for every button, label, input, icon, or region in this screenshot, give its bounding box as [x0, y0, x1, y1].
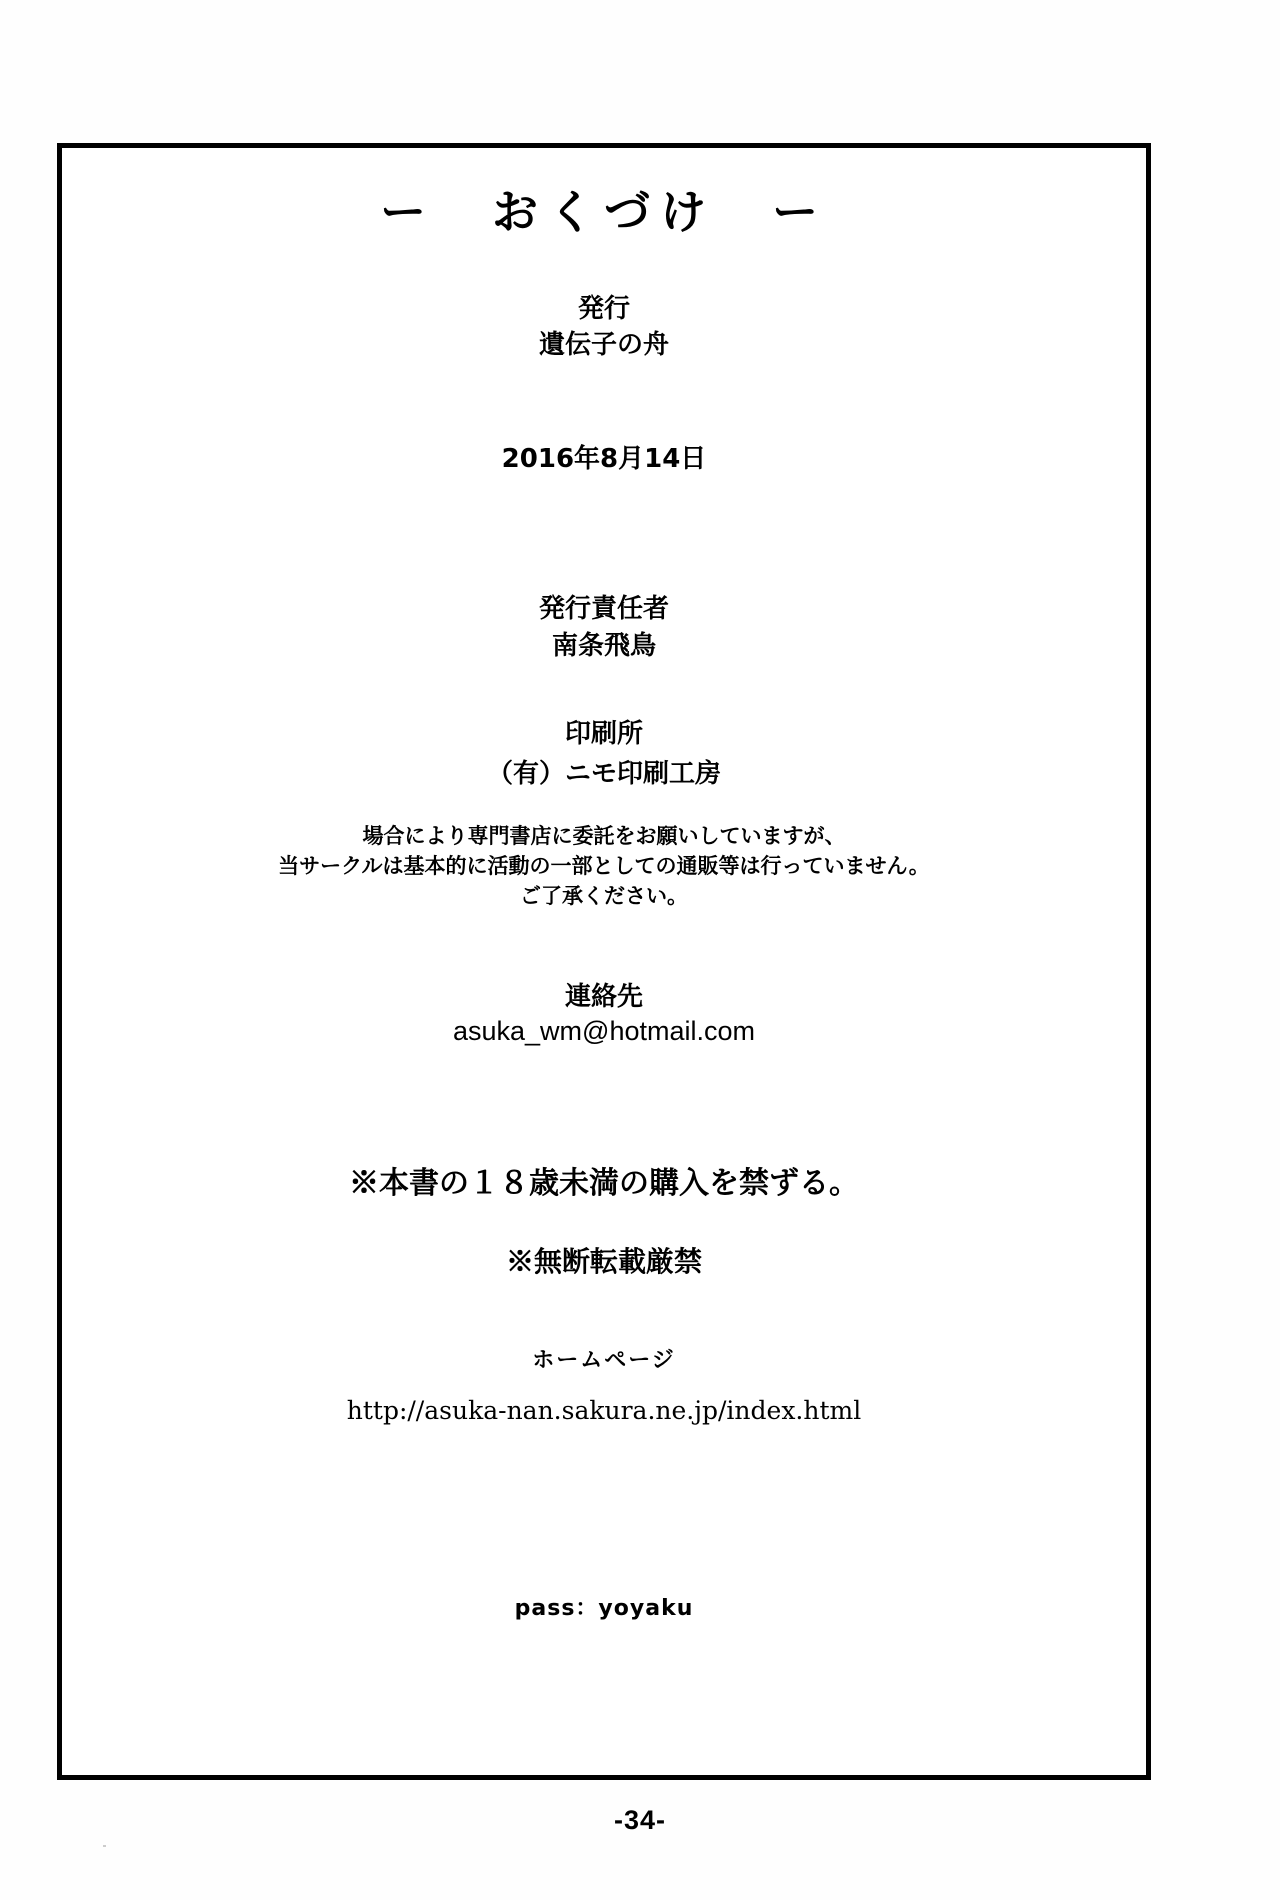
publication-date: 2016年8月14日 [501, 444, 707, 474]
responsible-name: 南条飛鳥 [551, 631, 656, 661]
homepage-url[interactable]: http://asuka-nan.sakura.ne.jp/index.html [346, 1396, 862, 1425]
publisher-name: 遺伝子の舟 [538, 330, 669, 360]
contact-email[interactable]: asuka_wm@hotmail.com [452, 1016, 755, 1046]
paper-speck [103, 1845, 106, 1847]
colophon-frame [57, 143, 1151, 1780]
distribution-notice-line-2: 当サークルは基本的に活動の一部としての通販等は行っていません。 [278, 852, 930, 878]
printer-name: （有）ニモ印刷工房 [486, 759, 721, 789]
homepage-label: ホームページ [532, 1347, 676, 1373]
reproduction-notice: ※無断転載厳禁 [505, 1245, 702, 1278]
age-restriction-notice: ※本書の１８歳未満の購入を禁ずる。 [349, 1166, 859, 1201]
printer-label: 印刷所 [564, 719, 643, 749]
distribution-notice-line-1: 場合により専門書店に委託をお願いしていますが、 [362, 823, 846, 848]
distribution-notice-line-3: ご了承ください。 [520, 882, 688, 908]
page-title: ー おくづけ ー [380, 185, 828, 239]
colophon-content [62, 148, 1146, 1775]
password-note: pass：yoyaku [514, 1596, 694, 1621]
responsible-label: 発行責任者 [538, 594, 669, 624]
page-number: -34- [613, 1805, 666, 1835]
distribution-notice [62, 821, 1146, 910]
publisher-label: 発行 [577, 294, 630, 324]
contact-label: 連絡先 [564, 982, 643, 1012]
